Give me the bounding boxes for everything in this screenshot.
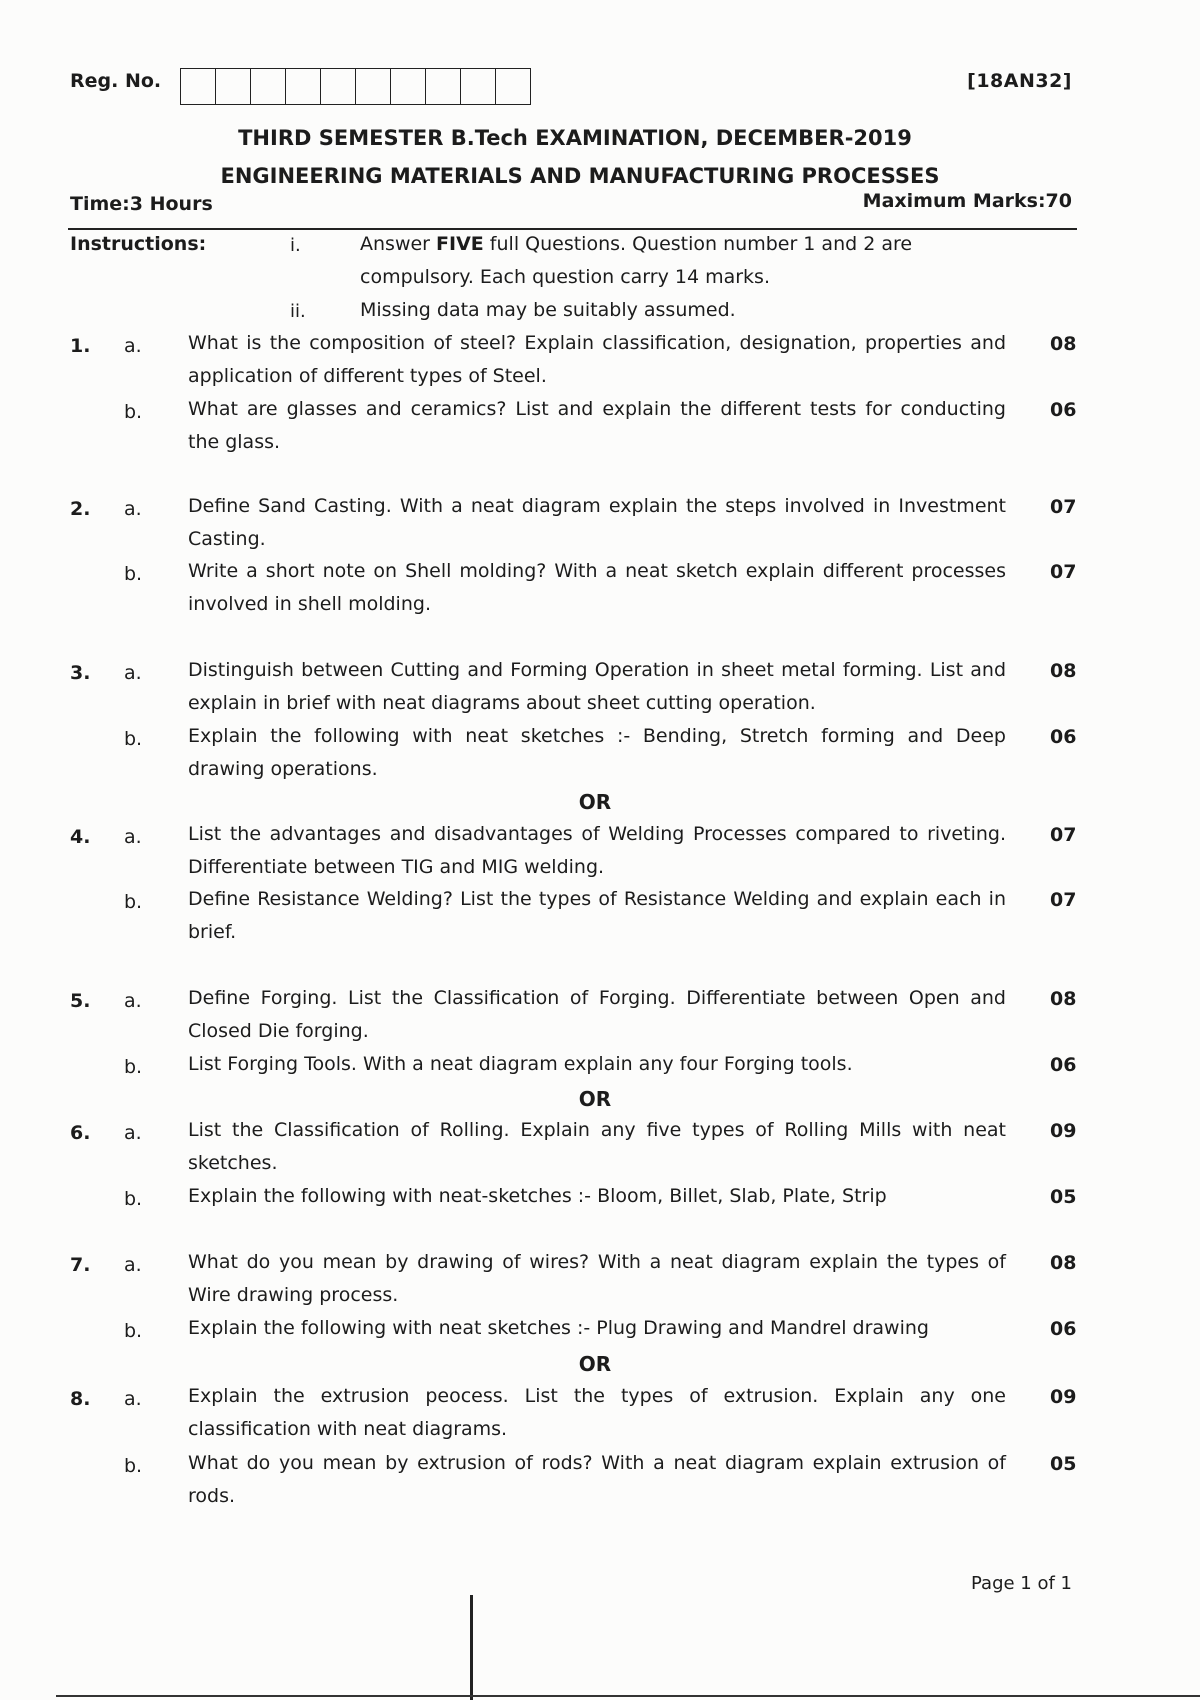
page-number: Page 1 of 1 [971,1573,1072,1594]
part-label: a. [124,1388,142,1410]
question-text: Explain the following with neat sketches :- Bending, Stretch forming and Deep drawing operations. [188,725,1006,780]
reg-box[interactable] [321,69,356,104]
question-text: What is the composition of steel? Explain classification, designation, properties and application of different types of Steel. [188,332,1006,387]
question-text: Explain the following with neat sketches :- Plug Drawing and Mandrel drawing [188,1317,929,1339]
part-label: b. [124,728,143,750]
reg-box[interactable] [496,69,530,104]
reg-box[interactable] [216,69,251,104]
part-label: b. [124,1455,143,1477]
part-label: a. [124,1254,142,1276]
question-text: List the Classification of Rolling. Explain any five types of Rolling Mills with neat sketches. [188,1119,1006,1174]
question-marks: 07 [1050,496,1077,518]
instruction-emphasis: FIVE [436,233,484,255]
instruction-text-part: full Questions. Question number 1 and 2 are [483,233,913,255]
part-label: b. [124,563,143,585]
question-marks: 07 [1050,824,1077,846]
instruction-text-part: compulsory. Each question carry 14 marks. [360,266,770,288]
question-text: Distinguish between Cutting and Forming Operation in sheet metal forming. List and explain in brief with neat diagrams about sheet cutting operation. [188,659,1006,714]
question-marks: 08 [1050,1252,1077,1274]
pen-mark [470,1595,473,1700]
question-number: 8. [70,1388,91,1410]
exam-title: THIRD SEMESTER B.Tech EXAMINATION, DECEMBER-2019 [238,126,912,150]
question-marks: 06 [1050,726,1077,748]
question-marks: 07 [1050,561,1077,583]
question-marks: 09 [1050,1120,1077,1142]
reg-no-label: Reg. No. [70,70,162,92]
course-code: [18AN32] [967,70,1072,92]
question-text: Write a short note on Shell molding? With a neat sketch explain different processes involved in shell molding. [188,560,1006,615]
question-text: Define Sand Casting. With a neat diagram explain the steps involved in Investment Casting. [188,495,1006,550]
question-marks: 09 [1050,1386,1077,1408]
part-label: b. [124,401,143,423]
instruction-text [360,228,1020,294]
bottom-edge-line [56,1695,1200,1697]
question-number: 6. [70,1122,91,1144]
question-marks: 06 [1050,399,1077,421]
reg-no-boxes[interactable] [180,68,531,105]
question-number: 3. [70,662,91,684]
or-separator: OR [578,790,612,814]
question-text: What do you mean by drawing of wires? With a neat diagram explain the types of Wire drawing process. [188,1251,1006,1306]
part-label: a. [124,498,142,520]
part-label: a. [124,1122,142,1144]
reg-box[interactable] [286,69,321,104]
question-text: Define Resistance Welding? List the types of Resistance Welding and explain each in brief. [188,888,1006,943]
question-number: 5. [70,990,91,1012]
question-text: What do you mean by extrusion of rods? With a neat diagram explain extrusion of rods. [188,1452,1006,1507]
reg-box[interactable] [461,69,496,104]
reg-box[interactable] [356,69,391,104]
question-text: What are glasses and ceramics? List and explain the different tests for conducting the glass. [188,398,1006,453]
question-text: List Forging Tools. With a neat diagram explain any four Forging tools. [188,1053,853,1075]
question-number: 7. [70,1254,91,1276]
question-marks: 05 [1050,1453,1077,1475]
instruction-text-part: Answer [360,233,437,255]
subject-title: ENGINEERING MATERIALS AND MANUFACTURING PROCESSES [220,164,940,188]
part-label: b. [124,1320,143,1342]
reg-box[interactable] [391,69,426,104]
instructions-label: Instructions: [70,233,207,255]
question-text: List the advantages and disadvantages of Welding Processes compared to riveting. Differentiate between TIG and MIG welding. [188,823,1006,878]
question-marks: 08 [1050,660,1077,682]
instruction-text: Missing data may be suitably assumed. [360,299,736,321]
part-label: a. [124,335,142,357]
instruction-number: i. [290,235,301,256]
reg-box[interactable] [426,69,461,104]
question-number: 4. [70,826,91,848]
reg-box[interactable] [181,69,216,104]
question-marks: 06 [1050,1054,1077,1076]
question-text: Define Forging. List the Classification of Forging. Differentiate between Open and Closed Die forging. [188,987,1006,1042]
or-separator: OR [578,1087,612,1111]
part-label: b. [124,1188,143,1210]
part-label: a. [124,662,142,684]
question-marks: 06 [1050,1318,1077,1340]
part-label: b. [124,891,143,913]
max-marks-label: Maximum Marks:70 [862,190,1072,212]
question-marks: 08 [1050,988,1077,1010]
question-marks: 05 [1050,1186,1077,1208]
question-marks: 07 [1050,889,1077,911]
or-separator: OR [578,1352,612,1376]
part-label: b. [124,1056,143,1078]
part-label: a. [124,990,142,1012]
reg-box[interactable] [251,69,286,104]
question-text: Explain the following with neat-sketches :- Bloom, Billet, Slab, Plate, Strip [188,1185,887,1207]
question-marks: 08 [1050,333,1077,355]
question-text: Explain the extrusion peocess. List the types of extrusion. Explain any one classification with neat diagrams. [188,1385,1006,1440]
question-number: 1. [70,335,91,357]
time-label: Time:3 Hours [70,193,213,215]
instruction-number: ii. [290,301,306,322]
question-number: 2. [70,498,91,520]
part-label: a. [124,826,142,848]
